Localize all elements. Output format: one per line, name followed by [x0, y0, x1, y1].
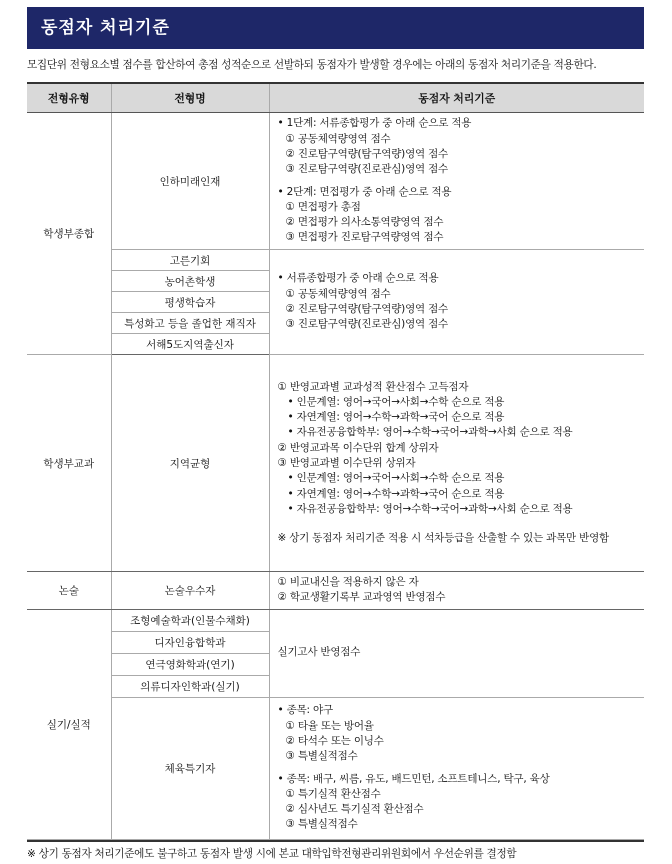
criteria-line: ① 공동체역량영역 점수	[285, 287, 391, 300]
criteria-note: ※ 상기 동점자 처리기준 적용 시 석차등급을 산출할 수 있는 과목만 반영함	[277, 532, 609, 545]
criteria-line: ③ 면접평가 진로탐구역량영역 점수	[285, 231, 444, 244]
footnote: ※ 상기 동점자 처리기준에도 불구하고 동점자 발생 시에 본교 대학입학전형관리위원회에서 우선순위를 결정함	[27, 848, 517, 860]
table-header-row	[27, 83, 644, 113]
criteria-line: ② 학교생활기록부 교과영역 반영점수	[277, 591, 446, 604]
table-row	[27, 609, 644, 631]
name-cell: 고른기회	[111, 250, 269, 271]
criteria-line: ③ 특별실적점수	[285, 818, 358, 831]
criteria-line: ① 반영교과별 교과성적 환산점수 고득점자	[277, 380, 469, 393]
name-cell: 인하미래인재	[111, 113, 269, 250]
criteria-line: ① 비교내신을 적용하지 않은 자	[277, 576, 419, 588]
criteria-line: ① 면접평가 총점	[285, 200, 361, 213]
criteria-cell	[269, 355, 644, 572]
page-title: 동점자 처리기준	[27, 7, 644, 49]
type-cell: 학생부종합	[27, 113, 111, 355]
criteria-line: ③ 진로탐구역량(진로관심)영역 점수	[285, 163, 448, 176]
tiebreak-table	[27, 82, 644, 840]
criteria-line: ① 공동체역량영역 점수	[285, 132, 391, 145]
criteria-line: • 자연계열: 영어→수학→과학→국어 순으로 적용	[278, 487, 639, 502]
criteria-line: ② 진로탐구역량(탐구역량)영역 점수	[285, 303, 448, 315]
criteria-line: • 자연계열: 영어→수학→과학→국어 순으로 적용	[278, 410, 639, 425]
criteria-line: • 종목: 야구	[278, 703, 639, 718]
header-criteria: 동점자 처리기준	[269, 83, 644, 113]
header-name: 전형명	[111, 83, 269, 113]
criteria-line: ① 특기실적 환산점수	[285, 787, 381, 800]
criteria-line: ③ 반영교과별 이수단위 상위자	[277, 457, 416, 469]
criteria-line: • 자유전공융합학부: 영어→수학→국어→과학→사회 순으로 적용	[278, 425, 639, 440]
name-cell: 디자인융합학과	[111, 631, 269, 653]
criteria-line: • 인문계열: 영어→국어→사회→수학 순으로 적용	[278, 395, 639, 410]
criteria-cell	[269, 609, 644, 697]
criteria-cell	[269, 250, 644, 355]
name-cell: 서해5도지역출신자	[111, 334, 269, 355]
type-cell: 학생부교과	[27, 355, 111, 572]
name-cell: 특성화고 등을 졸업한 재직자	[111, 313, 269, 334]
criteria-line: 실기고사 반영점수	[277, 646, 361, 659]
criteria-line: • 2단계: 면접평가 중 아래 순으로 적용	[278, 185, 639, 200]
criteria-line: ③ 특별실적점수	[285, 750, 358, 763]
name-cell: 평생학습자	[111, 292, 269, 313]
criteria-line: ② 타석수 또는 이닝수	[285, 735, 384, 747]
table-bottom-rule	[27, 840, 644, 842]
table-row	[27, 113, 644, 250]
name-cell: 농어촌학생	[111, 271, 269, 292]
name-cell: 논술우수자	[111, 572, 269, 610]
criteria-cell	[269, 113, 644, 250]
table-row	[27, 355, 644, 572]
criteria-line: • 인문계열: 영어→국어→사회→수학 순으로 적용	[278, 471, 639, 486]
criteria-line: ① 타율 또는 방어율	[285, 719, 374, 732]
criteria-line: ② 면접평가 의사소통역량영역 점수	[285, 216, 444, 229]
name-cell: 체육특기자	[111, 697, 269, 839]
header-type: 전형유형	[27, 83, 111, 113]
criteria-line: ② 반영교과목 이수단위 합계 상위자	[277, 441, 439, 454]
criteria-cell	[269, 697, 644, 839]
table-row	[27, 250, 644, 271]
criteria-line: • 자유전공융합학부: 영어→수학→국어→과학→사회 순으로 적용	[278, 502, 639, 517]
criteria-cell	[269, 572, 644, 610]
name-cell: 지역균형	[111, 355, 269, 572]
table-row	[27, 697, 644, 839]
intro-text: 모집단위 전형요소별 점수를 합산하여 총점 성적순으로 선발하되 동점자가 발생할 경우에는 아래의 동점자 처리기준을 적용한다.	[27, 59, 597, 71]
criteria-line: • 1단계: 서류종합평가 중 아래 순으로 적용	[278, 116, 639, 131]
table-row	[27, 572, 644, 610]
name-cell: 의류디자인학과(실기)	[111, 675, 269, 697]
criteria-line: • 서류종합평가 중 아래 순으로 적용	[278, 271, 639, 286]
criteria-line: ② 심사년도 특기실적 환산점수	[285, 803, 424, 816]
name-cell: 조형예술학과(인물수채화)	[111, 609, 269, 631]
type-cell: 실기/실적	[27, 609, 111, 839]
type-cell: 논술	[27, 572, 111, 610]
criteria-line: ② 진로탐구역량(탐구역량)영역 점수	[285, 147, 448, 160]
criteria-line: ③ 진로탐구역량(진로관심)영역 점수	[285, 318, 448, 331]
criteria-line: • 종목: 배구, 씨름, 유도, 배드민턴, 소프트테니스, 탁구, 육상	[278, 772, 639, 787]
name-cell: 연극영화학과(연기)	[111, 653, 269, 675]
